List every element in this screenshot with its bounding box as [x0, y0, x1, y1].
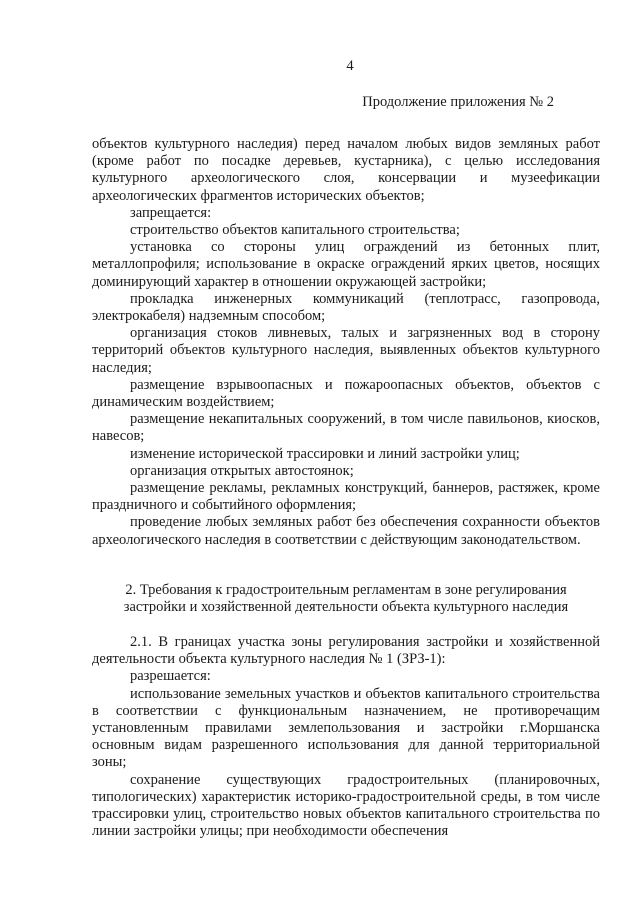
paragraph: запрещается:: [130, 204, 212, 221]
paragraph: разрешается:: [130, 668, 211, 685]
paragraph: изменение исторической трассировки и линий застройки улиц;: [130, 445, 520, 462]
page-number: 4: [346, 58, 354, 74]
body-text-bottom: [92, 634, 600, 840]
paragraph: организация стоков ливневых, талых и загрязненных вод в сторону территорий объектов культурного наследия, выявленных объектов культурного наследия;: [92, 325, 600, 376]
paragraph: размещение рекламы, рекламных конструкций, баннеров, растяжек, кроме праздничного и событийного оформления;: [92, 480, 600, 514]
paragraph: прокладка инженерных коммуникаций (теплотрасс, газопровода, электрокабеля) надземным способом;: [92, 290, 600, 325]
appendix-continuation-label: Продолжение приложения № 2: [362, 94, 554, 110]
paragraph: 2.1. В границах участка зоны регулирования застройки и хозяйственной деятельности объекта культурного наследия № 1 (ЗРЗ-1):: [92, 634, 600, 668]
paragraph: объектов культурного наследия) перед началом любых видов земляных работ (кроме работ по посадке деревьев, кустарника), с целью исследования культурного археологического слоя, консервации и музеефикации археологических фрагментов исторических объектов;: [92, 136, 600, 204]
paragraph: размещение взрывоопасных и пожароопасных объектов, объектов с динамическим воздействием;: [92, 376, 600, 411]
paragraph: организация открытых автостоянок;: [130, 462, 354, 479]
paragraph: сохранение существующих градостроительных (планировочных, типологических) характеристик историко-градостроительной среды, в том числе трассировки улиц, строительство новых объектов капитального строительства по линии застройки улицы; при необходимости обеспечения: [92, 771, 600, 840]
section-heading-line: 2. Требования к градостроительным регламентам в зоне регулирования: [125, 582, 567, 598]
body-text-top: [92, 136, 600, 549]
paragraph: установка со стороны улиц ограждений из бетонных плит, металлопрофиля; использование в окраске ограждений ярких цветов, носящих доминирующий характер в отношении окружающей застройки;: [92, 239, 600, 290]
paragraph: размещение некапитальных сооружений, в том числе павильонов, киосков, навесов;: [92, 411, 600, 445]
paragraph: проведение любых земляных работ без обеспечения сохранности объектов археологического наследия в соответствии с действующим законодательством.: [92, 514, 600, 548]
paragraph: строительство объектов капитального строительства;: [130, 222, 460, 239]
section-heading: [92, 582, 600, 616]
section-heading-line: застройки и хозяйственной деятельности объекта культурного наследия: [123, 599, 569, 616]
paragraph: использование земельных участков и объектов капитального строительства в соответствии с функциональным назначением, не противоречащим установленным правилами землепользования и застройки г.Моршанска основным видам разрешенного использования для данной территориальной зоны;: [92, 685, 600, 771]
